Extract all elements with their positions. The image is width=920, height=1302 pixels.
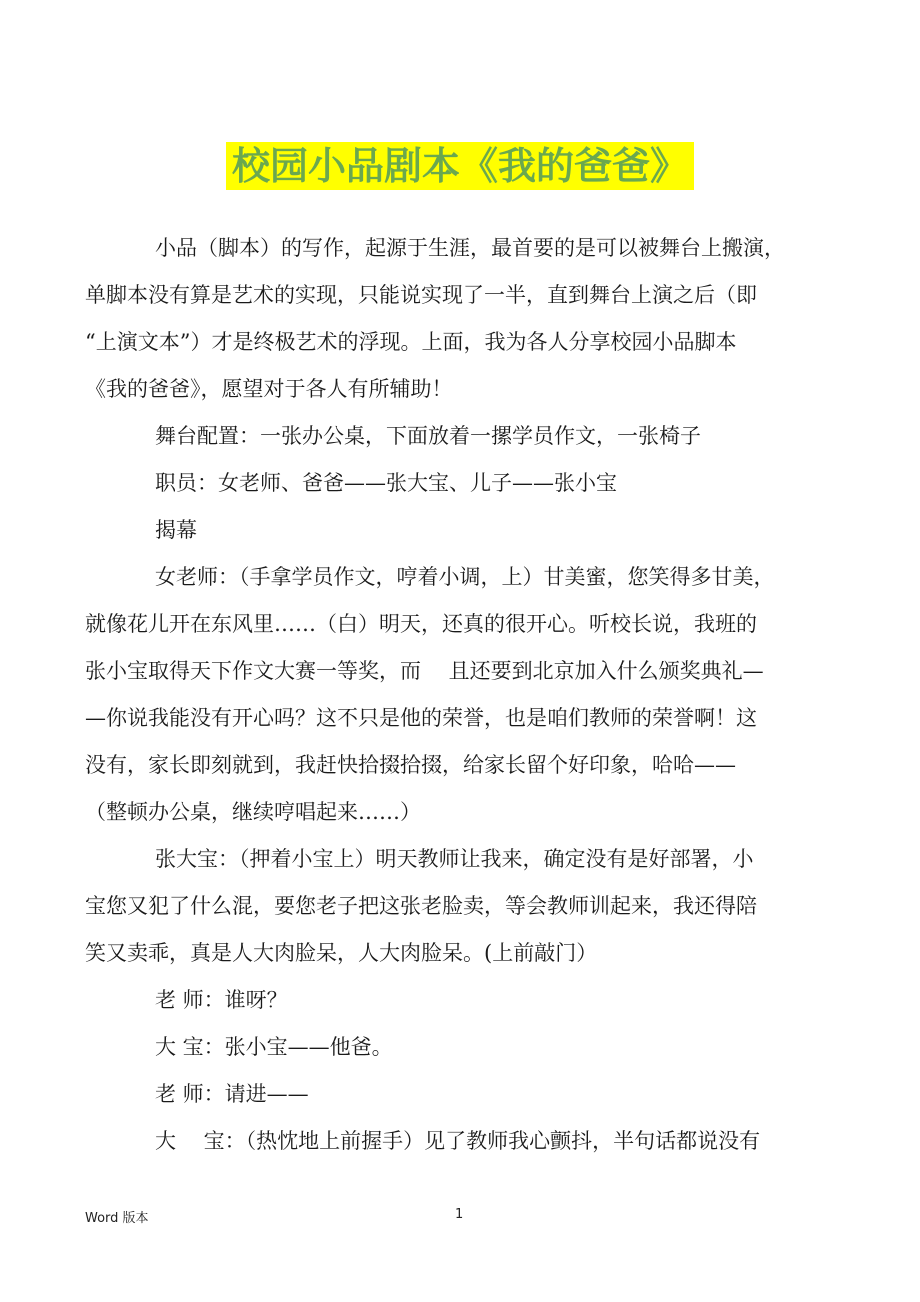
text-line: 宝您又犯了什么混，要您老子把这张老脸卖，等会教师训起来，我还得陪 [85,894,757,918]
text-line: 小品（脚本）的写作，起源于生涯，最首要的是可以被舞台上搬演， [155,236,785,260]
text-line: 揭幕 [155,518,197,542]
text-line: 单脚本没有算是艺术的实现，只能说实现了一半，直到舞台上演之后（即 [85,283,757,307]
text-line: 职员：女老师、爸爸——张大宝、儿子——张小宝 [155,471,617,495]
text-line: 就像花儿开在东风里……（白）明天，还真的很开心。听校长说，我班的 [85,612,757,636]
text-line: 《我的爸爸》，愿望对于各人有所辅助！ [85,377,453,401]
text-line: （整顿办公桌，继续哼唱起来……） [85,800,421,824]
footer-page-number: 1 [455,1207,464,1222]
text-line: 老 师：谁呀？ [155,988,288,1012]
document-title: 校园小品剧本《我的爸爸》 [226,142,694,190]
text-line: 老 师：请进—— [155,1082,309,1106]
text-line: 大 宝：（热忱地上前握手）见了教师我心颤抖，半句话都说没有 [155,1129,761,1153]
text-line: 张小宝取得天下作文大赛一等奖，而 且还要到北京加入什么颁奖典礼— [85,659,764,683]
text-line: “上演文本”）才是终极艺术的浮现。上面，我为各人分享校园小品脚本 [85,330,737,354]
footer-label: Word 版本 [85,1211,149,1226]
text-line: 女老师：（手拿学员作文，哼着小调，上）甘美蜜，您笑得多甘美， [155,565,775,589]
text-line: 笑又卖乖，真是人大肉脸呆，人大肉脸呆。(上前敲门） [85,941,598,965]
text-line: 张大宝：（押着小宝上）明天教师让我来，确定没有是好部署，小 [155,847,754,871]
document-body [85,225,835,1165]
text-line: 舞台配置：一张办公桌，下面放着一摞学员作文，一张椅子 [155,424,701,448]
text-line: 没有，家长即刻就到，我赶快拾掇拾掇，给家长留个好印象，哈哈—— [85,753,736,777]
text-line: 大 宝：张小宝——他爸。 [155,1035,393,1059]
title-container [0,142,920,190]
text-line: —你说我能没有开心吗？这不只是他的荣誉，也是咱们教师的荣誉啊！这 [85,706,757,730]
